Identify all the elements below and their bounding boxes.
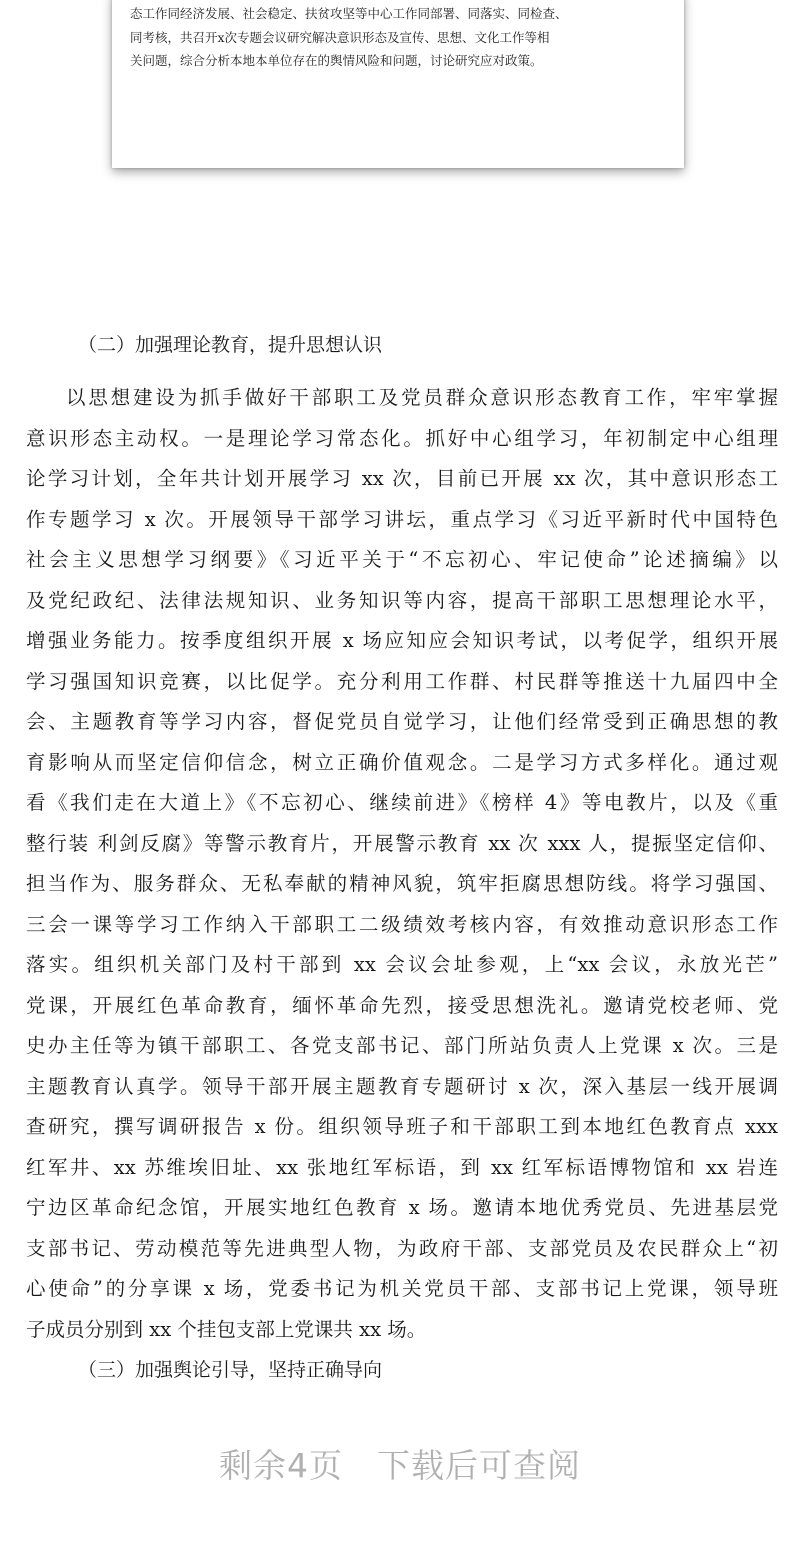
download-to-view-label: 下载后可查阅 — [377, 1446, 581, 1485]
card-text-line: 态工作同经济发展、社会稳定、扶贫攻坚等中心工作同部署、同落实、同检查、 — [130, 6, 568, 21]
paragraph-line: 查研究，撰写调研报告 x 份。组织领导班子和干部职工到本地红色教育点 xxx — [26, 1115, 778, 1138]
paragraph-line: 心使命”的分享课 x 场，党委书记为机关党员干部、支部书记上党课，领导班 — [26, 1277, 778, 1300]
paragraph-line: 子成员分别到 xx 个挂包支部上党课共 xx 场。 — [26, 1317, 427, 1341]
card-text-line: 关问题，综合分析本地本单位存在的舆情风险和问题，讨论研究应对政策。 — [130, 53, 543, 68]
paragraph-line: 论学习计划，全年共计划开展学习 xx 次，目前已开展 xx 次，其中意识形态工 — [26, 467, 778, 490]
paragraph-line: 学习强国知识竞赛，以比促学。充分利用工作群、村民群等推送十九届四中全 — [26, 669, 778, 693]
card-text-line: 同考核，共召开x次专题会议研究解决意识形态及宣传、思想、文化工作等相 — [130, 29, 550, 45]
paragraph-line: 三会一课等学习工作纳入干部职工二级绩效考核内容，有效推动意识形态工作 — [26, 912, 778, 936]
paragraph-line: 及党纪政纪、法律法规知识、业务知识等内容，提高干部职工思想理论水平， — [26, 588, 778, 612]
paragraph-line: 增强业务能力。按季度组织开展 x 场应知应会知识考试，以考促学，组织开展 — [26, 629, 778, 652]
previous-page-card — [112, 0, 684, 168]
paragraph-line: 意识形态主动权。一是理论学习常态化。抓好中心组学习，年初制定中心组理 — [26, 426, 778, 450]
paragraph-line: 史办主任等为镇干部职工、各党支部书记、部门所站负责人上党课 x 次。三是 — [26, 1034, 778, 1057]
paragraph-line: 落实。组织机关部门及村干部到 xx 会议会址参观，上“xx 会议，永放光芒” — [26, 953, 778, 976]
paragraph-line: 支部书记、劳动模范等先进典型人物，为政府干部、支部党员及农民群众上“初 — [26, 1236, 778, 1260]
paragraph-line: 红军井、xx 苏维埃旧址、xx 张地红军标语，到 xx 红军标语博物馆和 xx 岩连 — [26, 1155, 778, 1179]
paragraph-line: 以思想建设为抓手做好干部职工及党员群众意识形态教育工作，牢牢掌握 — [66, 386, 778, 409]
paragraph-line: 社会主义思想学习纲要》《习近平关于“不忘初心、牢记使命”论述摘编》以 — [26, 548, 778, 571]
remaining-pages-label: 剩余4页 — [219, 1446, 343, 1485]
paragraph-line: 党课，开展红色革命教育，缅怀革命先烈，接受思想洗礼。邀请党校老师、党 — [26, 993, 778, 1017]
paragraph-line: 宁边区革命纪念馆，开展实地红色教育 x 场。邀请本地优秀党员、先进基层党 — [26, 1196, 778, 1219]
paragraph-line: 主题教育认真学。领导干部开展主题教育专题研讨 x 次，深入基层一线开展调 — [26, 1074, 778, 1098]
paragraph-line: 整行装 利剑反腐》等警示教育片，开展警示教育 xx 次 xxx 人，提振坚定信仰、 — [26, 831, 778, 855]
paragraph-line: 育影响从而坚定信仰信念，树立正确价值观念。二是学习方式多样化。通过观 — [26, 750, 778, 774]
previous-page-text — [130, 2, 666, 73]
download-prompt[interactable] — [0, 1440, 800, 1487]
section-heading-3: （三）加强舆论引导，坚持正确导向 — [78, 1359, 383, 1381]
section-2-paragraph — [26, 378, 778, 1350]
paragraph-line: 看《我们走在大道上》《不忘初心、继续前进》《榜样 4》等电教片，以及《重 — [26, 791, 778, 814]
paragraph-line: 担当作为、服务群众、无私奉献的精神风貌，筑牢拒腐思想防线。将学习强国、 — [26, 872, 778, 895]
paragraph-line: 会、主题教育等学习内容，督促党员自觉学习，让他们经常受到正确思想的教 — [26, 710, 778, 733]
section-heading-2: （二）加强理论教育，提升思想认识 — [78, 334, 383, 356]
paragraph-line: 作专题学习 x 次。开展领导干部学习讲坛，重点学习《习近平新时代中国特色 — [26, 507, 778, 531]
